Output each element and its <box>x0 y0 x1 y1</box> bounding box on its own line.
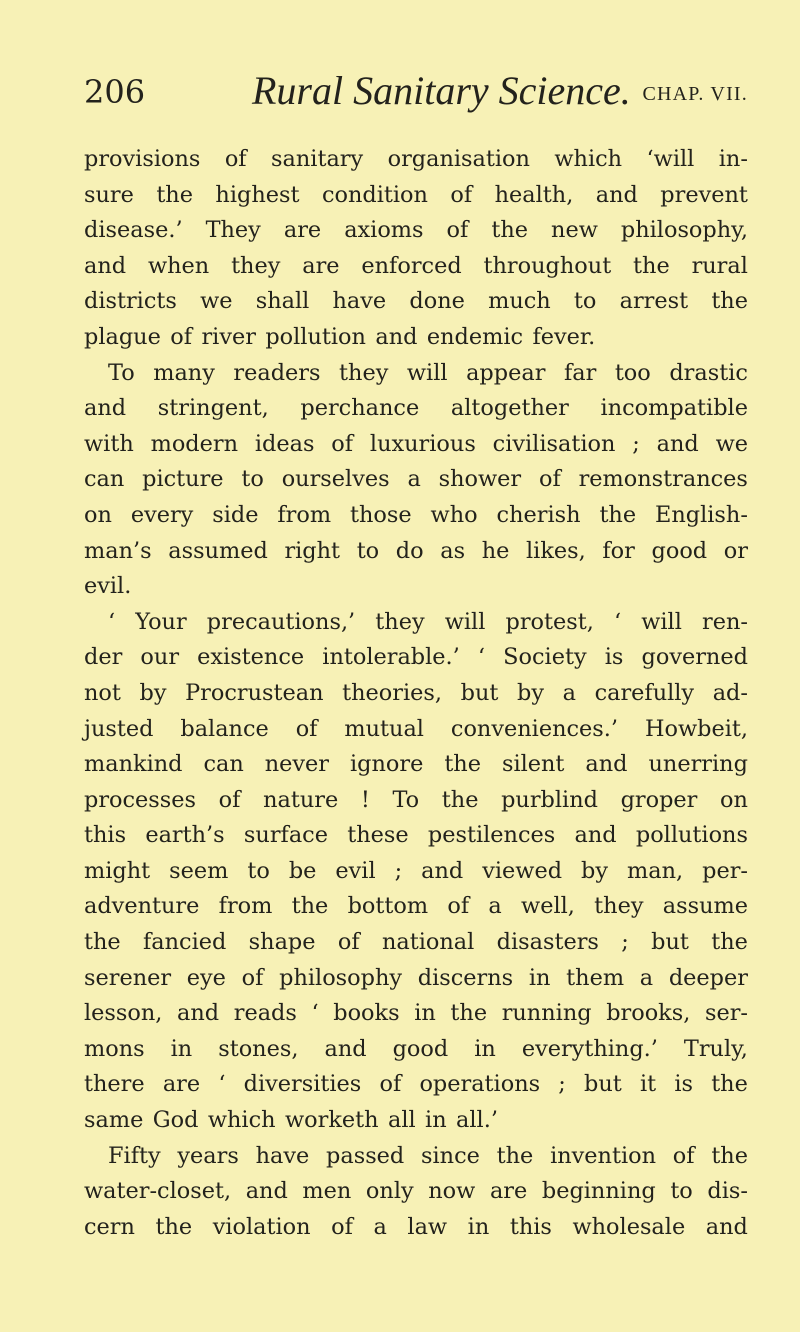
text-line <box>84 1067 748 1103</box>
word: civilisation <box>492 430 616 457</box>
text-line <box>84 889 748 925</box>
word: the <box>599 501 637 528</box>
word: assume <box>662 893 748 920</box>
word: ‘ <box>311 1000 319 1027</box>
word: and <box>84 395 127 422</box>
word: good <box>392 1035 449 1062</box>
word: on <box>720 786 748 813</box>
word: They <box>205 217 261 244</box>
word: and <box>177 1000 220 1027</box>
word: provisions <box>84 146 201 172</box>
word: unerring <box>648 751 748 778</box>
word: ‘will <box>646 146 695 172</box>
word: Society <box>503 644 587 671</box>
word: or <box>723 537 748 564</box>
word: will <box>406 359 448 386</box>
word: of <box>241 964 264 991</box>
word: the <box>84 929 121 956</box>
text-line <box>84 534 748 570</box>
word: of <box>672 1142 695 1169</box>
text-line <box>84 1210 748 1246</box>
word: discerns <box>417 964 514 991</box>
word: in <box>467 1213 490 1240</box>
word: in <box>474 1035 496 1062</box>
text-line <box>84 1139 748 1175</box>
word: ; <box>558 1071 566 1098</box>
word: have <box>255 1142 310 1169</box>
word: and <box>375 323 418 350</box>
word: fancied <box>143 929 227 956</box>
word: this <box>84 822 127 849</box>
word: not <box>84 679 121 706</box>
word: ‘ <box>108 608 116 635</box>
word: those <box>350 501 412 528</box>
word: rural <box>691 252 748 279</box>
page-header <box>84 70 748 116</box>
text-line <box>84 249 748 285</box>
word: endemic <box>426 323 524 350</box>
word: shall <box>255 288 310 315</box>
text-line <box>84 747 748 783</box>
word: shower <box>438 466 522 493</box>
word: right <box>284 537 341 564</box>
word: might <box>84 857 151 884</box>
word: side <box>212 501 259 528</box>
word: of <box>337 929 360 956</box>
word: this <box>509 1213 552 1240</box>
word: God <box>152 1107 199 1134</box>
word: of <box>331 1213 353 1240</box>
word: ‘ <box>218 1071 226 1098</box>
text-line <box>84 462 748 498</box>
word: our <box>140 644 180 671</box>
word: river <box>201 323 256 350</box>
word: ; <box>621 929 629 956</box>
word: philosophy <box>279 964 403 991</box>
word: be <box>288 857 317 884</box>
text-line <box>84 640 748 676</box>
word: are <box>283 217 322 244</box>
word: disease.’ <box>84 217 183 244</box>
word: we <box>715 430 748 457</box>
word: silent <box>501 751 565 778</box>
word: and <box>84 252 127 279</box>
text-line <box>84 961 748 997</box>
word: per- <box>702 857 748 884</box>
word: ignore <box>349 751 424 778</box>
text-line <box>84 142 748 178</box>
word: they <box>594 893 644 920</box>
word: organisation <box>387 146 530 172</box>
word: to <box>573 288 597 315</box>
text-line <box>84 427 748 463</box>
word: cern <box>84 1213 135 1240</box>
word: these <box>347 822 409 849</box>
text-line <box>84 213 748 249</box>
word: who <box>430 501 478 528</box>
word: English- <box>655 501 748 528</box>
word: will <box>444 608 486 635</box>
word: nature <box>263 786 339 813</box>
word: and <box>574 822 617 849</box>
word: remonstrances <box>578 466 748 493</box>
word: by <box>139 679 167 706</box>
word: the <box>291 893 329 920</box>
word: lesson, <box>84 1000 163 1027</box>
running-title: Rural Sanitary Science. <box>252 68 631 113</box>
word: stones, <box>218 1035 299 1062</box>
word: groper <box>620 786 698 813</box>
word: in <box>170 1035 193 1062</box>
text-line <box>84 1103 748 1139</box>
word: same <box>84 1107 144 1134</box>
word: appear <box>466 359 546 386</box>
text-line <box>84 1174 748 1210</box>
word: adventure <box>84 893 200 920</box>
word: good <box>651 537 708 564</box>
text-line <box>84 925 748 961</box>
word: of <box>379 1071 402 1098</box>
word: purblind <box>501 786 598 813</box>
word: perchance <box>300 395 420 422</box>
word: every <box>130 501 194 528</box>
word: with <box>84 430 134 457</box>
word: and <box>324 1035 367 1062</box>
word: and <box>421 857 464 884</box>
word: serener <box>84 964 172 991</box>
word: have <box>332 288 387 315</box>
word: districts <box>84 288 177 315</box>
word: carefully <box>594 679 695 706</box>
word: of <box>446 217 469 244</box>
word: done <box>409 288 465 315</box>
word: running <box>501 1000 592 1027</box>
word: but <box>651 929 689 956</box>
word: ren- <box>701 608 748 635</box>
word: pollution <box>265 323 366 350</box>
text-line <box>84 854 748 890</box>
word: water-closet, <box>84 1178 232 1205</box>
word: and <box>595 181 638 208</box>
word: existence <box>197 644 305 671</box>
text-line <box>84 178 748 214</box>
word: axioms <box>344 217 424 244</box>
word: Your <box>135 608 187 635</box>
word: To <box>392 786 420 813</box>
word: viewed <box>482 857 563 884</box>
word: can <box>203 751 244 778</box>
word: stringent, <box>157 395 269 422</box>
word: of <box>170 323 193 350</box>
text-line <box>84 712 748 748</box>
word: ‘ <box>477 644 486 671</box>
word: the <box>633 252 670 279</box>
word: new <box>551 217 598 244</box>
word: it <box>639 1071 657 1098</box>
word: sanitary <box>271 146 364 172</box>
word: cherish <box>496 501 581 528</box>
word: enforced <box>361 252 462 279</box>
body-text <box>84 142 748 1245</box>
word: precautions,’ <box>206 608 356 635</box>
word: intolerable.’ <box>322 644 460 671</box>
word: throughout <box>483 252 612 279</box>
word: of <box>447 893 470 920</box>
word: worketh <box>284 1107 379 1134</box>
word: pollutions <box>635 822 748 849</box>
word: of <box>450 181 473 208</box>
word: conveniences.’ <box>450 715 619 742</box>
word: passed <box>326 1142 405 1169</box>
word: plague <box>84 323 161 350</box>
word: earth’s <box>145 822 225 849</box>
text-line <box>84 498 748 534</box>
word: for <box>602 537 635 564</box>
word: to <box>670 1178 693 1205</box>
word: them <box>566 964 625 991</box>
word: will <box>641 608 682 635</box>
text-line <box>84 818 748 854</box>
word: far <box>563 359 597 386</box>
text-line <box>84 284 748 320</box>
word: picture <box>142 466 224 493</box>
word: a <box>639 964 654 991</box>
word: processes <box>84 786 197 813</box>
word: of <box>331 430 354 457</box>
word: der <box>84 644 123 671</box>
word: the <box>444 751 481 778</box>
word: all.’ <box>456 1107 498 1134</box>
word: many <box>153 359 215 386</box>
word: ideas <box>254 430 315 457</box>
word: but <box>460 679 499 706</box>
word: altogether <box>450 395 569 422</box>
word: evil <box>335 857 376 884</box>
text-line <box>84 676 748 712</box>
word: governed <box>641 644 748 671</box>
word: everything.’ <box>521 1035 658 1062</box>
word: Howbeit, <box>644 715 748 742</box>
word: on <box>84 501 112 528</box>
word: and <box>705 1213 748 1240</box>
word: surface <box>243 822 328 849</box>
word: of <box>218 786 241 813</box>
word: of <box>295 715 318 742</box>
word: shape <box>248 929 316 956</box>
word: we <box>200 288 233 315</box>
word: protest, <box>505 608 594 635</box>
word: the <box>441 786 479 813</box>
word: all <box>387 1107 416 1134</box>
word: only <box>365 1178 414 1205</box>
word: highest <box>215 181 300 208</box>
word: Fifty <box>108 1142 161 1169</box>
word: of <box>224 146 247 172</box>
word: by <box>581 857 609 884</box>
word: the <box>450 1000 488 1027</box>
word: eye <box>186 964 226 991</box>
word: they <box>231 252 281 279</box>
word: mutual <box>344 715 424 742</box>
word: too <box>614 359 651 386</box>
word: and <box>585 751 628 778</box>
word: much <box>488 288 551 315</box>
word: is <box>674 1071 693 1098</box>
word: pestilences <box>427 822 556 849</box>
word: the <box>155 1213 193 1240</box>
word: when <box>147 252 210 279</box>
word: are <box>302 252 340 279</box>
word: modern <box>150 430 239 457</box>
word: bottom <box>347 893 429 920</box>
word: luxurious <box>369 430 476 457</box>
word: ! <box>360 786 370 813</box>
word: Truly, <box>683 1035 748 1062</box>
word: a <box>562 679 576 706</box>
word: the <box>711 1071 748 1098</box>
word: the <box>711 1142 748 1169</box>
word: to <box>241 466 264 493</box>
word: violation <box>212 1213 311 1240</box>
text-line <box>84 356 748 392</box>
word: are <box>489 1178 528 1205</box>
word: fever. <box>532 323 596 350</box>
word: they <box>339 359 389 386</box>
word: balance <box>180 715 269 742</box>
word: by <box>517 679 544 706</box>
word: since <box>421 1142 480 1169</box>
word: they <box>375 608 425 635</box>
word: disasters <box>496 929 599 956</box>
word: in <box>425 1107 447 1134</box>
word: as <box>440 537 466 564</box>
word: dis- <box>707 1178 748 1205</box>
word: reads <box>233 1000 297 1027</box>
text-line <box>84 391 748 427</box>
word: which <box>207 1107 276 1134</box>
word: can <box>84 466 125 493</box>
word: now <box>428 1178 476 1205</box>
word: sure <box>84 181 134 208</box>
word: and <box>245 1178 288 1205</box>
word: mankind <box>84 751 183 778</box>
word: men <box>302 1178 352 1205</box>
word: which <box>554 146 623 172</box>
word: to <box>247 857 270 884</box>
word: incompatible <box>600 395 748 422</box>
word: the <box>711 288 748 315</box>
word: books <box>333 1000 400 1027</box>
word: the <box>156 181 193 208</box>
text-line <box>84 320 748 356</box>
word: ; <box>632 430 640 457</box>
word: from <box>218 893 273 920</box>
word: man, <box>627 857 684 884</box>
word: national <box>381 929 475 956</box>
word: there <box>84 1071 145 1098</box>
word: ourselves <box>281 466 390 493</box>
word: a <box>488 893 502 920</box>
chapter-label: CHAP. VII. <box>642 83 748 105</box>
word: mons <box>84 1035 145 1062</box>
word: likes, <box>526 537 586 564</box>
word: are <box>162 1071 201 1098</box>
text-line <box>84 996 748 1032</box>
word: philosophy, <box>620 217 748 244</box>
word: justed <box>84 715 154 742</box>
word: drastic <box>669 359 748 386</box>
word: he <box>481 537 510 564</box>
word: from <box>277 501 332 528</box>
word: beginning <box>541 1178 656 1205</box>
word: never <box>264 751 330 778</box>
word: in <box>414 1000 436 1027</box>
word: assumed <box>168 537 268 564</box>
word: is <box>604 644 624 671</box>
word: invention <box>550 1142 657 1169</box>
text-line <box>84 783 748 819</box>
text-line <box>84 605 748 641</box>
word: ad- <box>712 679 748 706</box>
word: deeper <box>668 964 748 991</box>
word: a <box>407 466 421 493</box>
word: arrest <box>619 288 689 315</box>
word: the <box>711 929 748 956</box>
word: condition <box>321 181 428 208</box>
word: brooks, <box>606 1000 691 1027</box>
word: a <box>373 1213 387 1240</box>
word: theories, <box>342 679 443 706</box>
word: wholesale <box>572 1213 686 1240</box>
word: seem <box>169 857 229 884</box>
word: to <box>356 537 380 564</box>
word: readers <box>233 359 321 386</box>
word: health, <box>494 181 574 208</box>
text-line <box>84 1032 748 1068</box>
word: law <box>407 1213 448 1240</box>
word: years <box>177 1142 239 1169</box>
word: ser- <box>704 1000 748 1027</box>
page-number: 206 <box>84 73 146 111</box>
word: the <box>491 217 529 244</box>
word: diversities <box>243 1071 362 1098</box>
word: operations <box>419 1071 541 1098</box>
word: ‘ <box>613 608 622 635</box>
word: do <box>395 537 424 564</box>
word: Procrustean <box>185 679 324 706</box>
text-line <box>84 569 748 605</box>
word: of <box>538 466 561 493</box>
word: in- <box>718 146 748 172</box>
word: but <box>584 1071 622 1098</box>
word: evil. <box>84 573 132 600</box>
word: the <box>496 1142 534 1169</box>
word: ; <box>394 857 403 884</box>
word: and <box>656 430 699 457</box>
word: well, <box>521 893 575 920</box>
word: prevent <box>660 181 748 208</box>
word: To <box>108 359 135 386</box>
word: in <box>528 964 551 991</box>
word: man’s <box>84 537 152 564</box>
